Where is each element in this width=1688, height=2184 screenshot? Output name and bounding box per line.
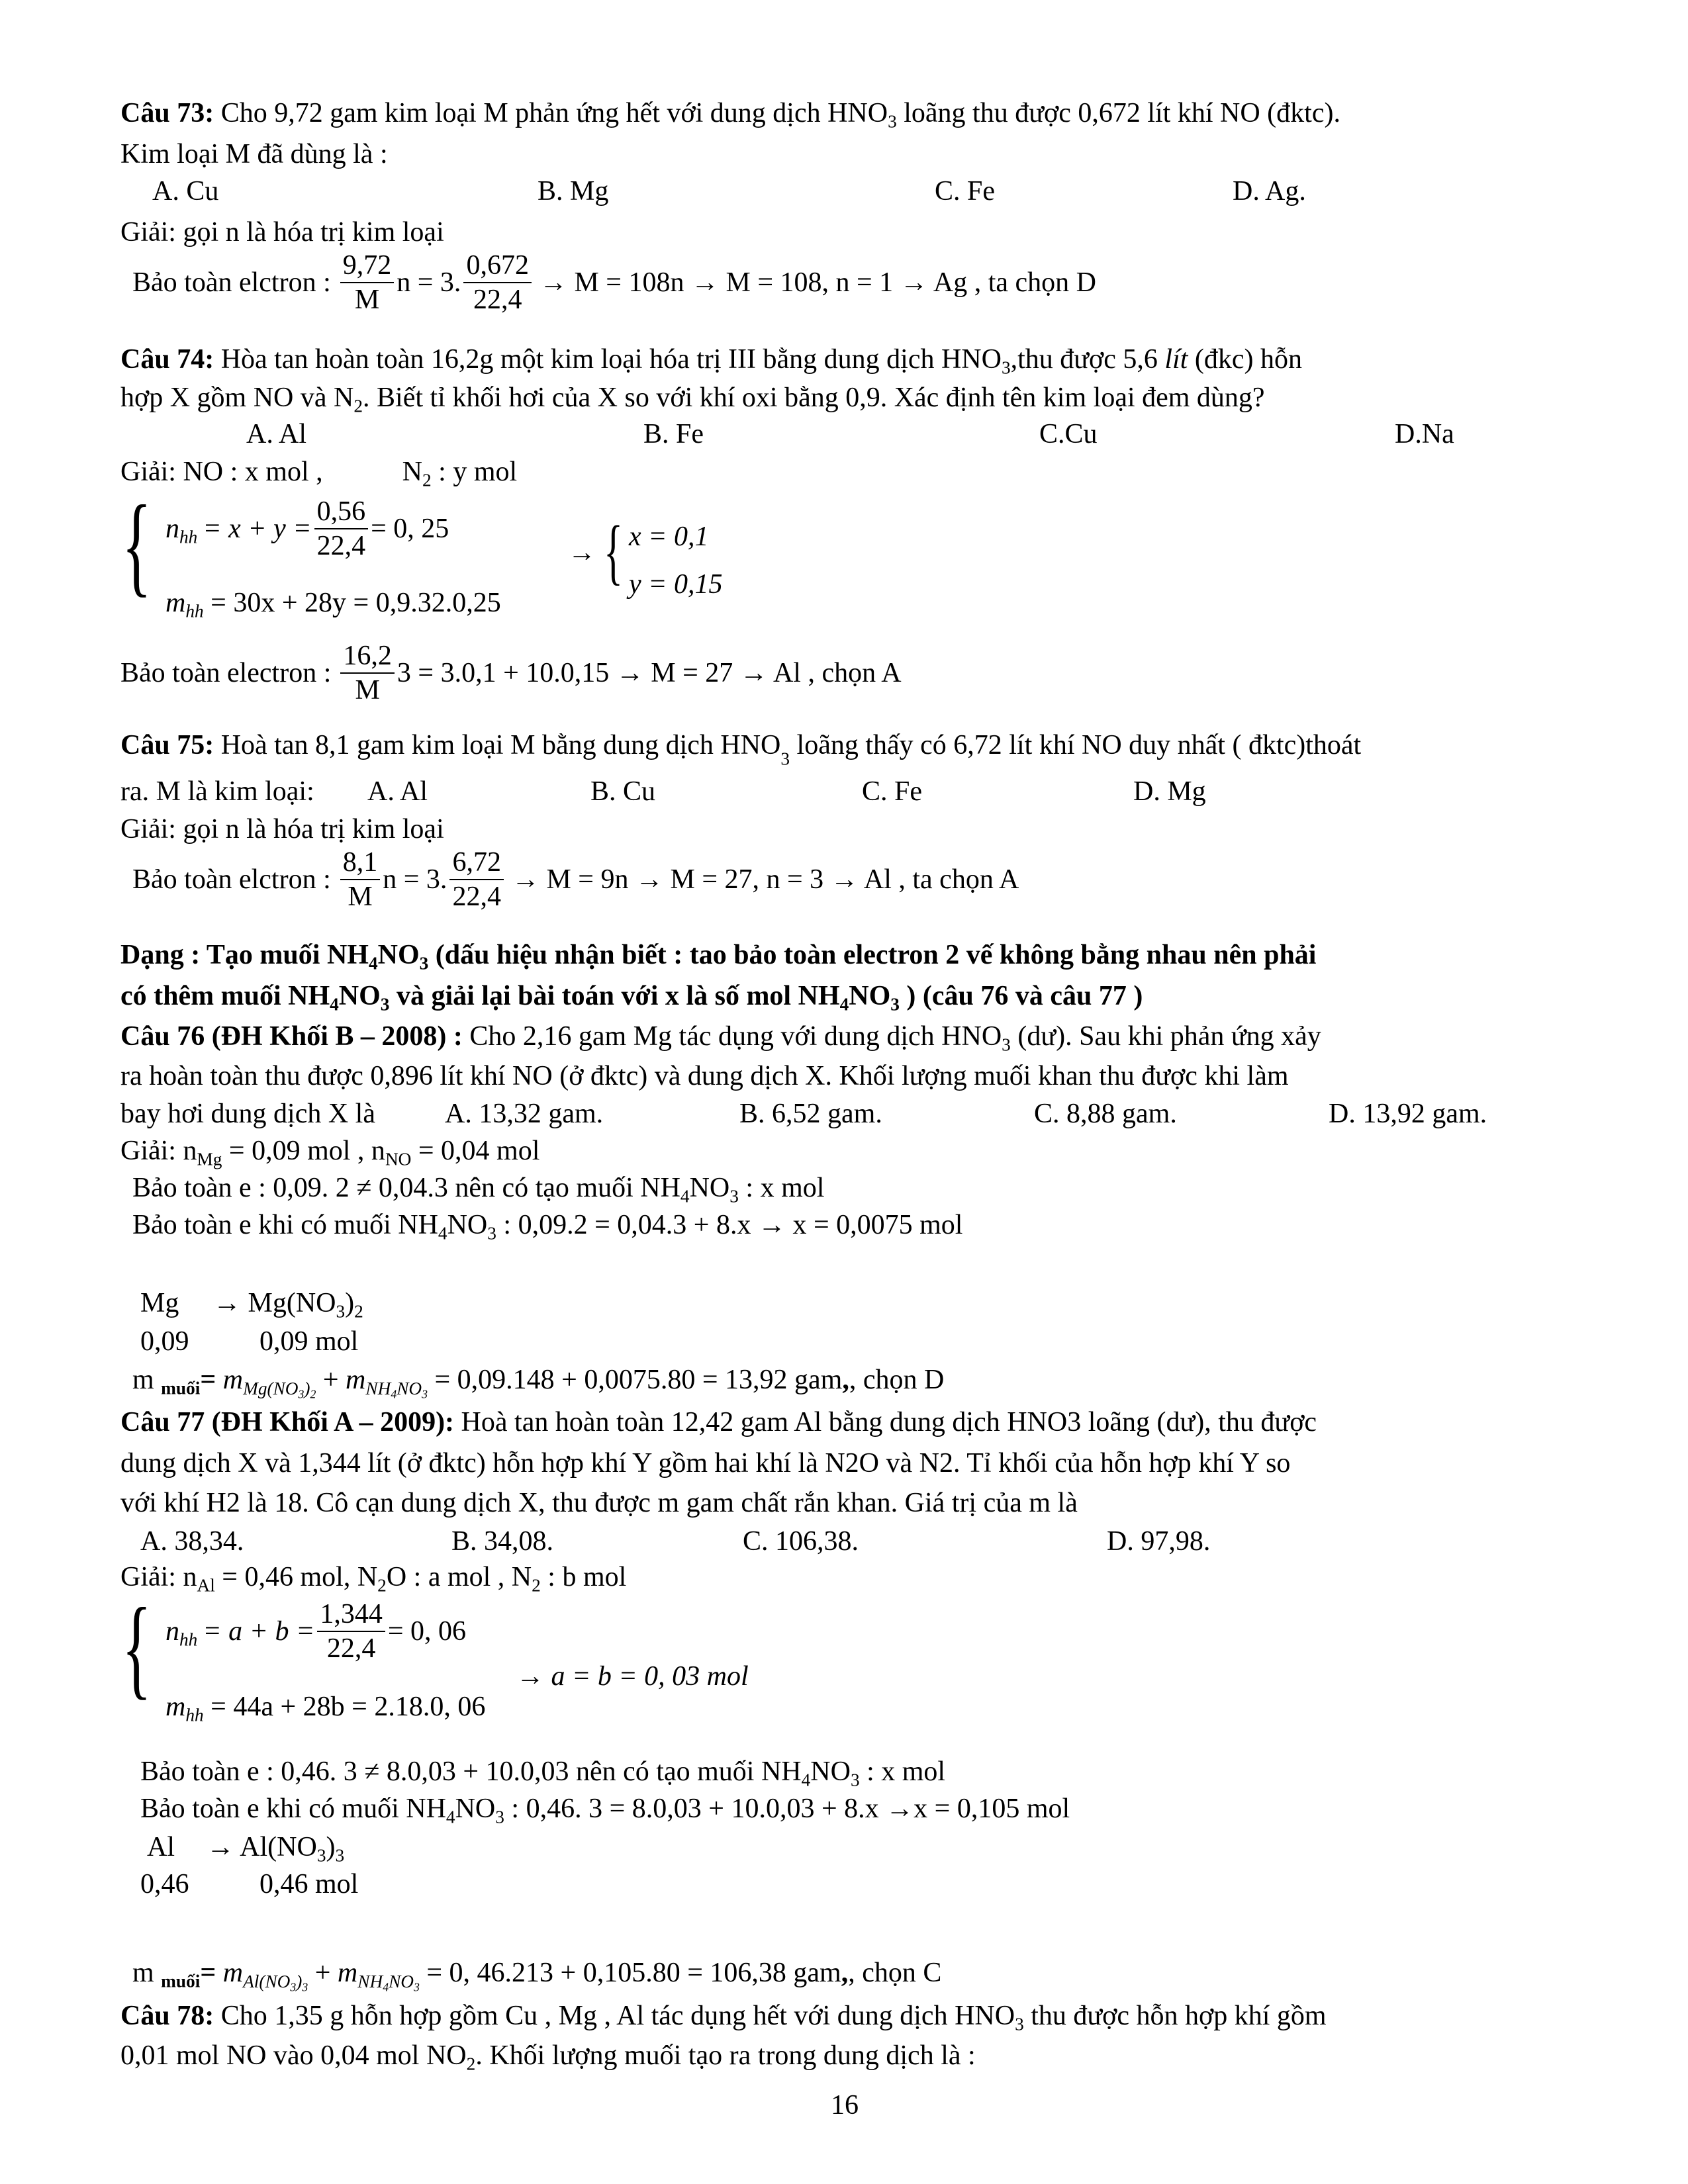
q73-option-d: D. Ag.	[1233, 176, 1306, 206]
q75-solution-line1: Giải: gọi n là hóa trị kim loại	[120, 814, 444, 844]
dang-heading-line2: có thêm muối $NH_4NO_3$ và giải lại bài toán với x là số mol $NH_4NO_3$ ) (câu 76 và câu 77 )	[120, 981, 1143, 1015]
page-number: 16	[831, 2090, 859, 2120]
q77-label: Câu 77 (ĐH Khối A – 2009):	[120, 1407, 455, 1437]
q74-left-brace: {	[122, 482, 152, 607]
q74-option-c: C.Cu	[1039, 419, 1098, 449]
q77-solution-line3: Bảo toàn e khi có muối $NH_4NO_3$ : 0,46. 3 = 8.0,03 + 10.0,03 + 8.x →x = 0,105 mol	[140, 1794, 1070, 1827]
q74-options	[0, 420, 1688, 453]
q77-solution-line1: Giải: $n_{Al} = 0,46$ mol, $N_2O$ : a mol , $N_2$ : b mol	[120, 1562, 627, 1596]
q77-left-brace: {	[122, 1585, 152, 1709]
q73-question: Câu 73: Cho 9,72 gam kim loại M phản ứng hết với dung dịch $HNO_3$ loãng thu được 0,672 lít khí NO (đktc).	[120, 98, 1340, 132]
q77-line2: dung dịch X và 1,344 lít (ở đktc) hỗn hợp khí Y gồm hai khí là N2O và N2. Tỉ khối của hỗn hợp khí Y so	[120, 1448, 1291, 1479]
q77-options	[0, 1527, 1688, 1561]
q76-line3: bay hơi dung dịch X là A. 13,32 gam. B. 6,52 gam. C. 8,88 gam. D. 13,92 gam.	[120, 1099, 1487, 1129]
q77-solution-line2: Bảo toàn e : 0,46. 3 ≠ 8.0,03 + 10.0,03 nên có tạo muối $NH_4NO_3$ : x mol	[140, 1756, 946, 1790]
q78-question: Câu 78: Cho 1,35 g hỗn hợp gồm Cu , Mg , Al tác dụng hết với dung dịch $HNO_3$ thu được hỗn hợp khí gồm	[120, 2001, 1327, 2034]
q74-result-y: y = 0,15	[629, 569, 723, 600]
q74-system-eq2: $m_{hh} = 30x + 28y = 0,9.32.0,25$	[165, 588, 501, 621]
q75-option-c: C. Fe	[862, 776, 923, 807]
q73-option-b: B. Mg	[538, 176, 609, 206]
q73-solution-line1: Giải: gọi n là hóa trị kim loại	[120, 217, 444, 248]
q76-solution-line3: Bảo toàn e khi có muối $NH_4NO_3$ : 0,09.2 = 0,04.3 + 8.x → x = 0,0075 mol	[132, 1210, 963, 1244]
q74-option-b: B. Fe	[643, 419, 704, 449]
q73-label: Câu 73:	[120, 98, 214, 128]
q73-line2: Kim loại M đã dùng là :	[120, 139, 388, 169]
q77-option-d: D. 97,98.	[1107, 1526, 1211, 1557]
q77-system-eq2: $m_{hh} = 44a + 28b = 2.18.0$, 06	[165, 1692, 486, 1725]
q77-system-eq1: $n_{hh}$ = a + b = $\frac{1,344}{22,4}$ = 0, 06	[165, 1599, 467, 1664]
q75-option-d: D. Mg	[1133, 776, 1206, 807]
q77-line3: với khí H2 là 18. Cô cạn dung dịch X, thu được m gam chất rắn khan. Giá trị của m là	[120, 1488, 1078, 1518]
q74-result-x: x = 0,1	[629, 522, 709, 552]
q74-line2: hợp X gồm NO và $N_2$. Biết tỉ khối hơi của X so với khí oxi bằng 0,9. Xác định tên kim loại đem dùng?	[120, 383, 1265, 416]
q74-question: Câu 74: Hòa tan hoàn toàn 16,2g một kim loại hóa trị III bằng dung dịch $HNO_3,thu$ được 5,6 lít (đkc) hỗn	[120, 344, 1303, 378]
q75-line2: ra. M là kim loại: A. Al B. Cu C. Fe D. Mg	[120, 776, 1206, 807]
q78-line2: 0,01 mol NO vào 0,04 mol $NO_2$. Khối lượng muối tạo ra trong dung dịch là :	[120, 2040, 976, 2074]
q74-option-d: D.Na	[1395, 419, 1454, 449]
q75-option-a: A. Al	[367, 776, 428, 807]
q77-option-c: C. 106,38.	[743, 1526, 859, 1557]
q73-option-c: C. Fe	[935, 176, 996, 206]
q76-option-d: D. 13,92 gam.	[1329, 1099, 1487, 1129]
q75-option-b: B. Cu	[590, 776, 656, 807]
q76-question: Câu 76 (ĐH Khối B – 2008) : Cho 2,16 gam Mg tác dụng với dung dịch $HNO_3$ (dư). Sau khi phản ứng xảy	[120, 1021, 1321, 1055]
q73-option-a: A. Cu	[152, 176, 219, 206]
q77-reaction-line: Al → $Al(NO_3)_3$	[147, 1832, 345, 1866]
q77-option-a: A. 38,34.	[140, 1526, 244, 1557]
q76-solution-line1: Giải: $n_{Mg} = 0,09$ mol , $n_{NO} = 0,04$ mol	[120, 1136, 540, 1169]
q74-result-brace: {	[604, 511, 624, 592]
q76-mass-line: m $_{muối}= m_{Mg(NO_3)_2} + m_{NH_4NO_3} = 0,09.148 + 0,0075.80 = 13,92$ gam,, chọn D	[132, 1365, 945, 1401]
q75-question: Câu 75: Hoà tan 8,1 gam kim loại M bằng dung dịch $HNO_3$ loãng thấy có 6,72 lít khí NO duy nhất ( đktc)thoát	[120, 730, 1362, 769]
q76-option-b: B. 6,52 gam.	[739, 1099, 882, 1129]
q74-solution-line1: Giải: NO : x mol , $N_2$ : y mol	[120, 457, 518, 490]
q74-solution-electron: Bảo toàn electron : $\frac{16,2}{M}$ 3 = 3.0,1 + 10.0,15 → M = 27 → Al , chọn A	[120, 641, 902, 705]
q76-solution-line2: Bảo toàn e : 0,09. 2 ≠ 0,04.3 nên có tạo muối $NH_4NO_3$ : x mol	[132, 1173, 825, 1206]
q74-arrow: →	[568, 537, 596, 568]
q75-solution-equation: Bảo toàn elctron : $\frac{8,1}{M}$ n = 3. $\frac{6,72}{22,4}$ → M = 9n → M = 27, n = 3 → Al , ta chọn A	[132, 847, 1019, 912]
q76-label: Câu 76 (ĐH Khối B – 2008) :	[120, 1021, 463, 1052]
q76-option-a: A. 13,32 gam.	[445, 1099, 604, 1129]
q74-label: Câu 74:	[120, 344, 214, 375]
q73-solution-equation: Bảo toàn elctron : $\frac{9,72}{M}$ n = 3. $\frac{0,672}{22,4}$ → M = 108n → M = 108, n = 1 → Ag , ta chọn D	[132, 250, 1096, 315]
q78-label: Câu 78:	[120, 2001, 214, 2031]
q74-option-a: A. Al	[246, 419, 307, 449]
q74-system-eq1: $n_{hh}$ = x + y = $\frac{0,56}{22,4}$ = 0, 25	[165, 496, 449, 561]
q76-option-c: C. 8,88 gam.	[1034, 1099, 1177, 1129]
q77-question: Câu 77 (ĐH Khối A – 2009): Hoà tan hoàn toàn 12,42 gam Al bằng dung dịch HNO3 loãng (dư), thu được	[120, 1407, 1317, 1437]
q77-mass-line: m $_{muối}= m_{Al(NO_3)_3} + m_{NH_4NO_3} = 0$, 46.213 + 0,105.80 = 106,38 gam,, chọn C	[132, 1958, 942, 1994]
q77-option-b: B. 34,08.	[451, 1526, 554, 1557]
q73-options	[0, 177, 1688, 210]
q76-line2: ra hoàn toàn thu được 0,896 lít khí NO (ở đktc) và dung dịch X. Khối lượng muối khan thu được khi làm	[120, 1061, 1289, 1091]
q75-label: Câu 75:	[120, 730, 214, 760]
dang-heading-line1: Dạng : Tạo muối $NH_4NO_3$ (dấu hiệu nhận biết : tao bảo toàn electron 2 vế không bằng nhau nên phải	[120, 940, 1317, 974]
q77-result: → a = b = 0, 03 mol	[516, 1661, 749, 1692]
q76-mol-line: 0,09 0,09 mol	[140, 1326, 359, 1357]
q76-reaction-line: Mg → $Mg(NO_3)_2$	[140, 1288, 363, 1322]
q77-mol-line: 0,46 0,46 mol	[140, 1869, 359, 1899]
